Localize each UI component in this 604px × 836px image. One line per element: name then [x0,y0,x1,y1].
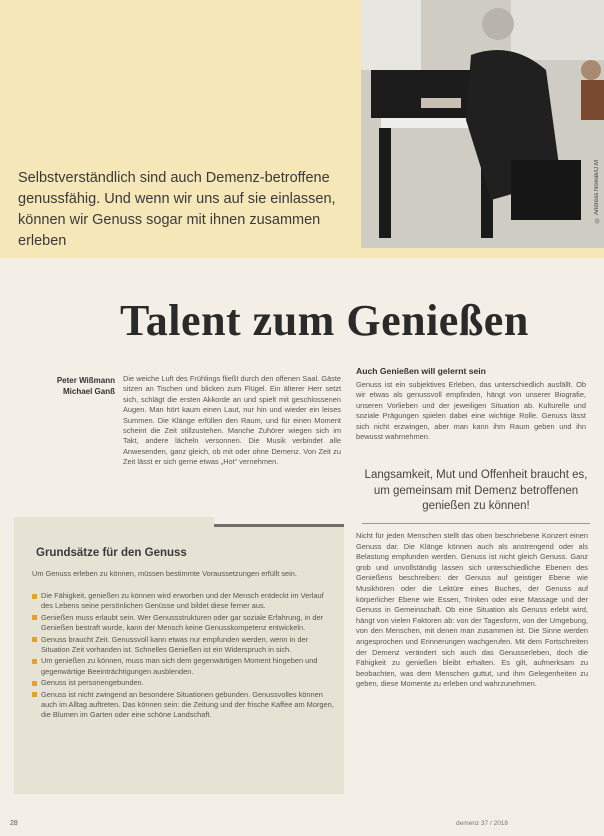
issue-label: demenz 37 / 2018 [456,820,509,827]
principles-list [32,591,336,722]
box-title: Grundsätze für den Genuss [36,547,187,559]
list-item: Genuss ist nicht zwingend an besondere Situationen gebunden. Genussvolles können auch im Alltag auftreten. Das können sein: die Zeitung und der frische Kaffee am Morgen, die Blumen im Garten oder eine schöne Landschaft. [32,690,336,721]
box-intro: Um Genuss erleben zu können, müssen bestimmte Voraussetzungen erfüllt sein. [32,569,297,578]
photo-credit: © Andreas Nowak/D.M [594,160,600,223]
list-item: Die Fähigkeit, genießen zu können wird erworben und der Mensch entdeckt im Verlauf des Lebens seine persönlichen Genüsse und bildet diese ferner aus. [32,591,336,612]
list-item: Genuss braucht Zeit. Genussvoll kann etwas nur empfunden werden, wenn in der Situation Zeit vorhanden ist. Schnelles Genießen ist ein Widerspruch in sich. [32,635,336,656]
author-name: Michael Ganß [62,387,115,396]
pull-quote [356,468,596,524]
pull-quote-text: Langsamkeit, Mut und Offenheit braucht es, um gemeinsam mit Demenz betroffenen genießen zu können! [364,469,588,512]
article-title: Talent zum Genießen [120,296,529,345]
body-text: Nicht für jeden Menschen stellt das oben beschriebene Konzert einen Genuss dar. Die Klänge können auch als anstrengend oder als Belastung empfunden werden. Genuss ist nicht gleich Genuss. Ganz grob und unvollständig lassen sich unterschiedliche Ebenen des Genießens beschreiben: der Genuss auf geistiger Ebene wie Musikhören oder die Lektüre eines Buches, der Genuss auf körperlicher Ebene wie Essen, Trinken oder eine Massage und der Genuss in Gemeinschaft. Ob eine Situation als Genuss erlebt wird, hängt von vielen Faktoren ab: von der Tagesform, von der Umgebung, von den Menschen, mit denen man zusammen ist. Die Sinne werden angesprochen und Erinnerungen wachgerufen. Mit dem Fortschreiten der Demenz verändert sich auch das Genusserleben, doch die Fähigkeit zu genießen bleibt erhalten. Es gilt, aufmerksam zu beobachten, was dem Menschen guttut, und ihm Gelegenheiten zu geben, diese Momente zu erleben und wahrzunehmen. [356,531,588,689]
divider [362,523,590,524]
section-heading: Auch Genießen will gelernt sein [356,366,486,376]
list-item: Genuss ist personengebunden. [32,678,336,688]
page-number: 28 [10,820,18,827]
authors [18,375,115,397]
list-item: Um genießen zu können, muss man sich dem gegenwärtigen Moment hingeben und gegenwärtige Beeinträchtigungen ausblenden. [32,656,336,677]
article-lead-text: Die weiche Luft des Frühlings fließt durch den offenen Saal. Gäste sitzen an Tischen und blicken zum Flügel. Ein älterer Herr setzt sich, schlägt die ersten Akkorde an und spielt mit geschlossenen Augen. Man hört kaum einen Laut, nur hin und wieder ein leises Summen. Die Klänge erfüllen den Raum, und für einen Moment scheint die Zeit stillzustehen. Manche Zuhörer wiegen sich im Takt, andere lächeln versonnen. Die Musik verbindet alle Anwesenden, ganz gleich, ob mit oder ohne Demenz. Von Zeit zu Zeit lässt er sich gerne etwas „Hot“ vernehmen. [123,374,341,467]
intro-text: Selbstverständlich sind auch Demenz-betroffene genussfähig. Und wenn wir uns auf sie einlassen, können wir Genuss sogar mit ihnen zusammen erleben [18,170,336,249]
list-item: Genießen muss erlaubt sein. Wer Genussstrukturen oder gar soziale Erfahrung, in der Genießen bestraft wurde, kann der Mensch keine Genusskompetenz entwickeln. [32,613,336,634]
pianist-illustration [361,0,604,248]
author-name: Peter Wißmann [56,376,115,385]
pianist-photo [361,0,604,248]
principles-box [14,524,344,794]
section-text: Genuss ist ein subjektives Erleben, das unterschiedlich ausfällt. Ob wir etwas als genussvoll empfinden, hängt von unserer Biografie, unseren Vorlieben und der jeweiligen Situation ab. Kulturelle und soziale Prägungen spielen dabei eine wichtige Rolle. Genuss lässt sich nicht erzwingen, aber man kann ihm Raum geben und ihn bewusst wahrnehmen. [356,380,586,442]
